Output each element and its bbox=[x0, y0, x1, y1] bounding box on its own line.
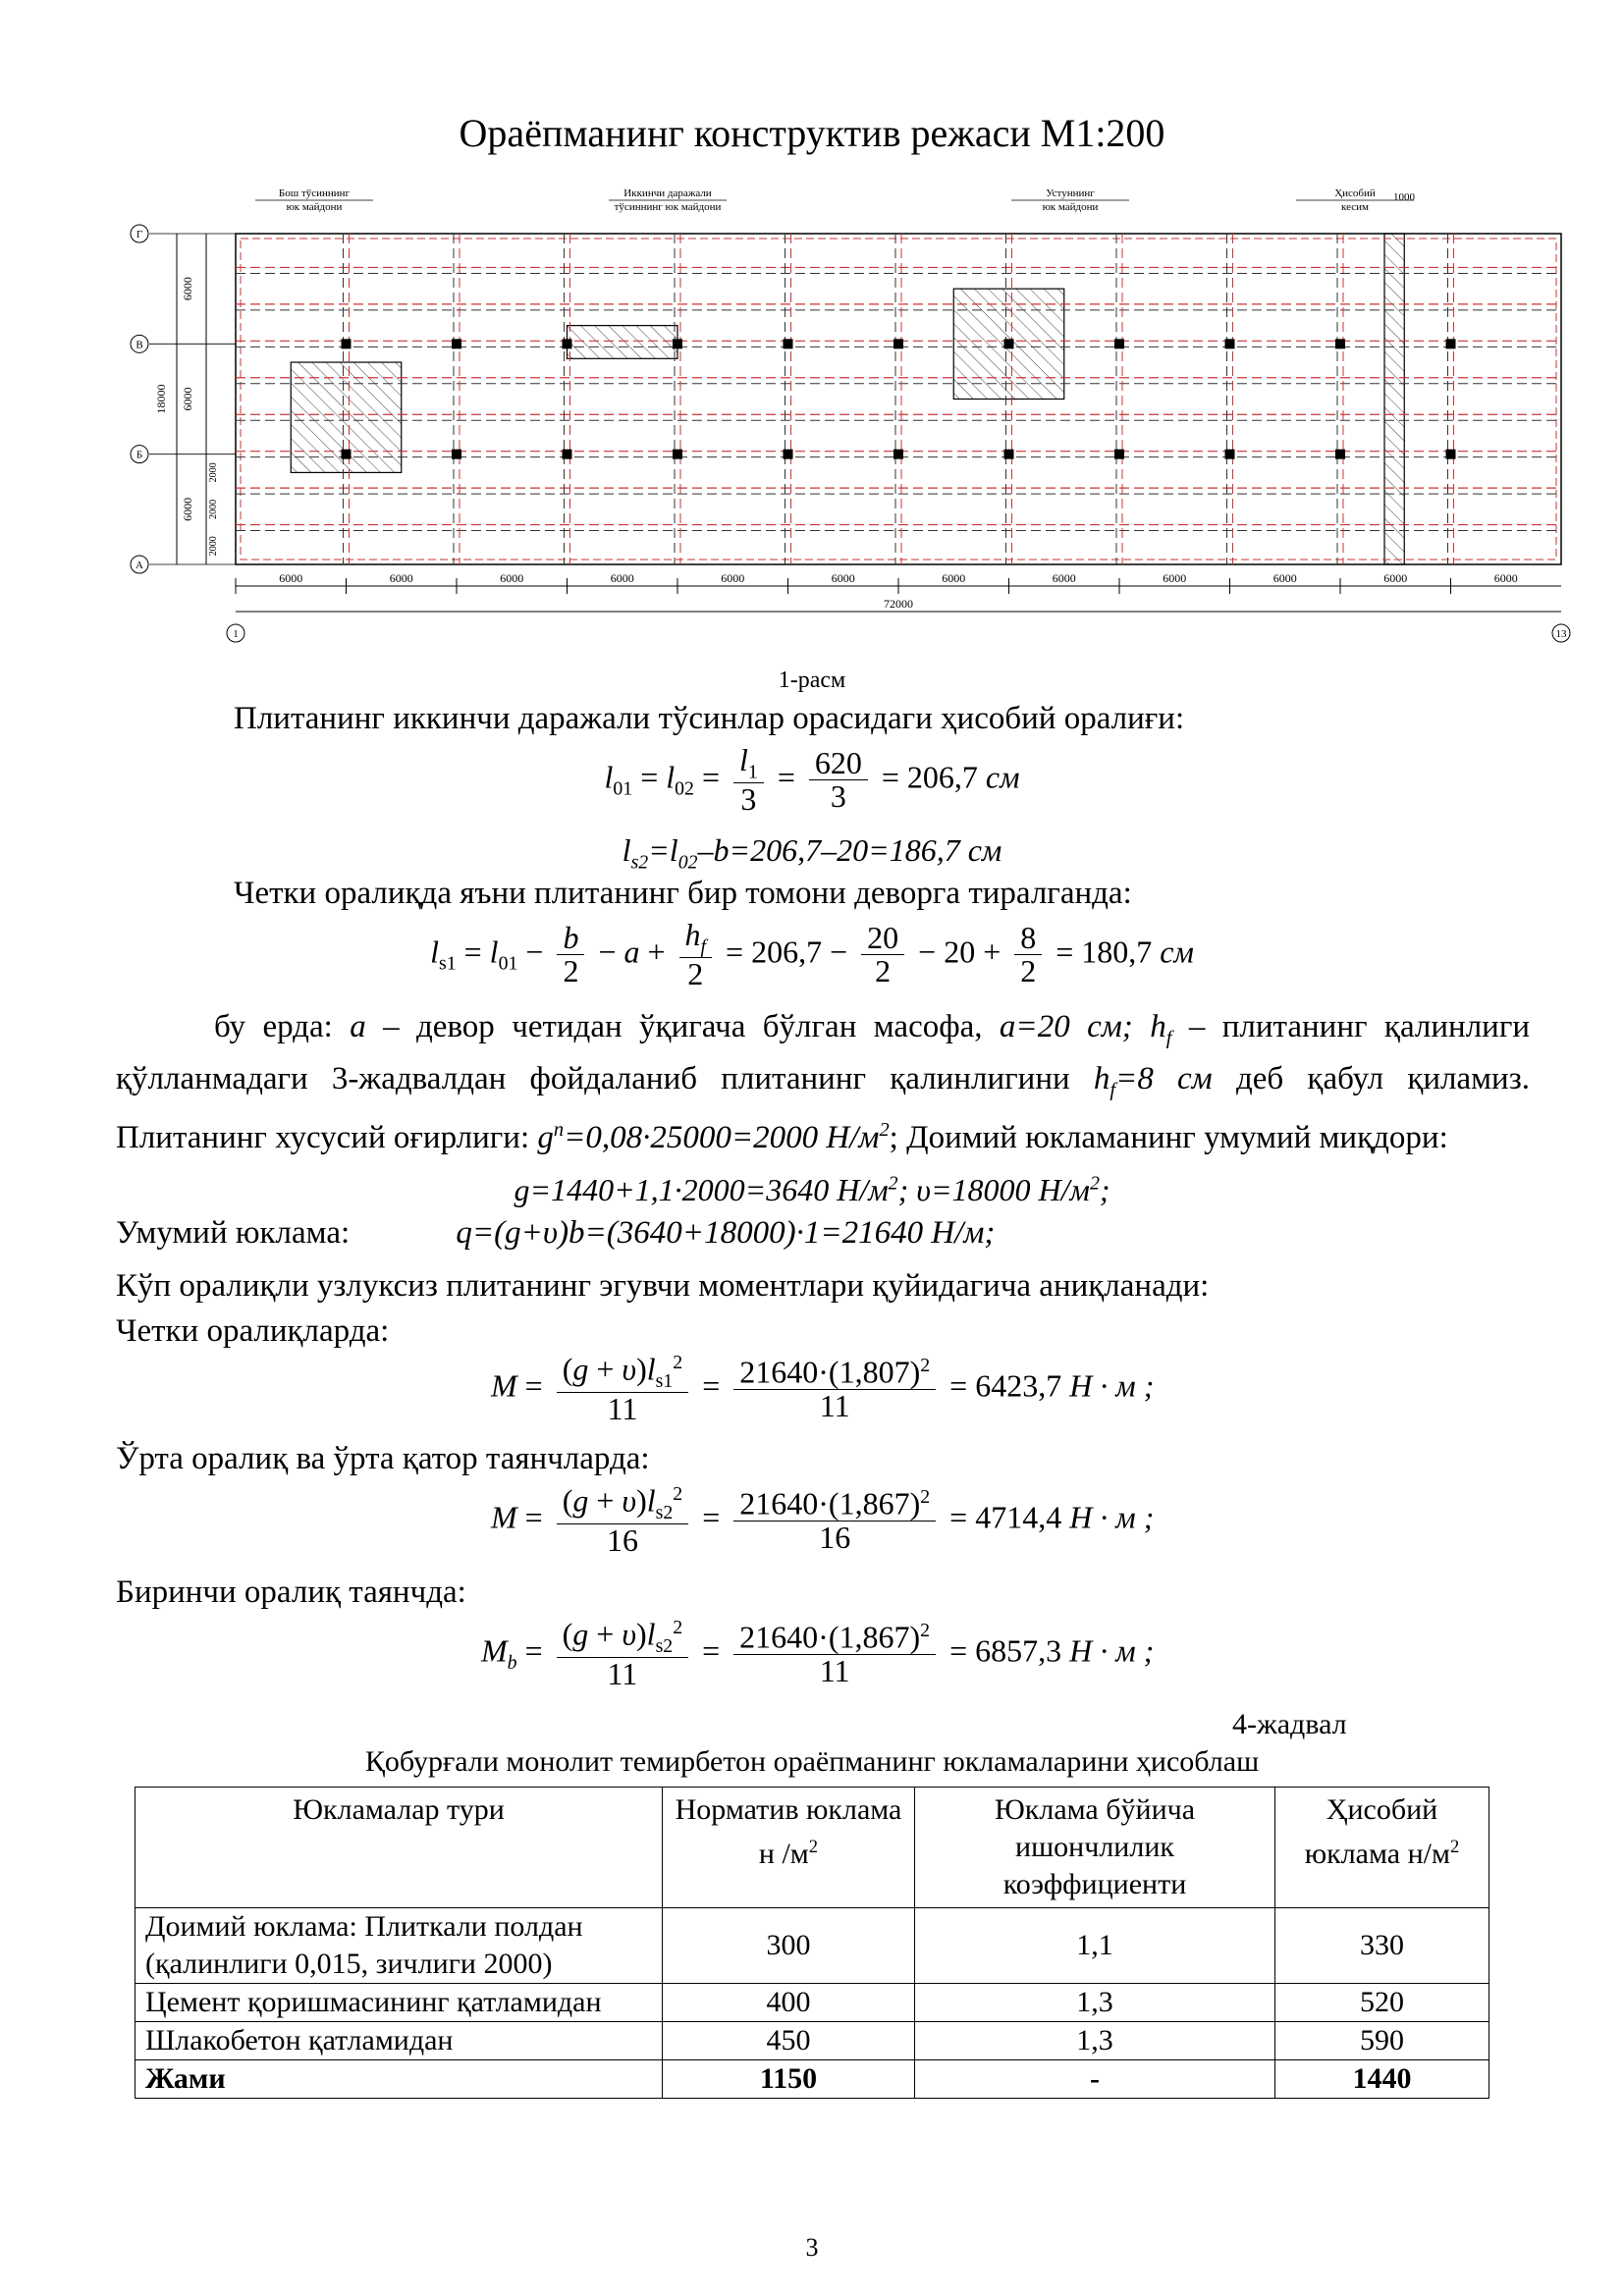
row-norm: 300 bbox=[663, 1908, 915, 1984]
bottom-span-text: 6000 bbox=[1052, 571, 1076, 585]
paragraph-total-load bbox=[116, 1213, 1530, 1254]
loads-table bbox=[135, 1787, 1489, 2099]
eq4-g: g=1440+1,1·2000=3640 Н/м bbox=[514, 1172, 889, 1207]
row-name: Цемент қоришмасининг қатламидан bbox=[135, 1984, 663, 2022]
row-coef: 1,3 bbox=[915, 1984, 1275, 2022]
table-row bbox=[135, 1908, 1489, 1984]
column-marker bbox=[1004, 339, 1014, 348]
row-calc: 590 bbox=[1275, 2022, 1489, 2060]
eq4-v: ; υ=18000 Н/м bbox=[897, 1172, 1090, 1207]
column-marker bbox=[1114, 339, 1124, 348]
m1-numerator: 21640·(1,807) bbox=[739, 1354, 921, 1390]
eq1-numerator: 620 bbox=[809, 747, 868, 781]
paragraph-first-support: Биринчи оралиқ таянчда: bbox=[116, 1575, 466, 1610]
callout-label-line2: юк майдони bbox=[286, 201, 343, 213]
bottom-span-text: 6000 bbox=[831, 571, 855, 585]
eq2-tail: =206,7–20=186,7 см bbox=[729, 832, 1002, 868]
row-norm: 450 bbox=[663, 2022, 915, 2060]
bottom-span-text: 6000 bbox=[1383, 571, 1408, 585]
column-marker bbox=[1335, 450, 1345, 459]
callout-label-line1: Устуннинг bbox=[1046, 187, 1095, 199]
axis-letter: В bbox=[135, 339, 143, 351]
p3-text-a: бу ерда: bbox=[214, 1009, 351, 1044]
table-row bbox=[135, 1984, 1489, 2022]
eq1-unit: см bbox=[985, 759, 1020, 795]
column-marker bbox=[784, 339, 793, 348]
column-marker bbox=[342, 339, 352, 348]
column-marker bbox=[1335, 339, 1345, 348]
equation-total-dead-load: g=1440+1,1·2000=3640 $Н/м^2$; υ=18000 $Н/м^2$; bbox=[514, 1172, 1110, 1207]
m1-denominator: 11 bbox=[819, 1388, 850, 1424]
secondary-beam-load-area bbox=[568, 326, 678, 359]
axis-number: 13 bbox=[1555, 628, 1567, 640]
left-dimension-text: 2000 bbox=[208, 499, 219, 519]
column-marker bbox=[342, 450, 352, 459]
bottom-total-text: 72000 bbox=[884, 597, 913, 611]
table-number: 4-жадвал bbox=[1232, 1708, 1347, 1740]
equation-ls1: $l_{s1} = l_{01}$ − $\frac{b}{2}$ − a + $\frac{h_f}{2}$ = 206,7 − $\frac{20}{2}$ − 20 + $\frac{8}{2}$ = 180,7 см bbox=[430, 917, 1194, 992]
header-calc: Ҳисобий юклама $н/м^2$ bbox=[1275, 1788, 1489, 1908]
header-load-type: Юкламалар тури bbox=[135, 1788, 663, 1908]
paragraph-definitions: бу ерда: a – девор четидан ўқигача бўлган масофа, a=20 см; $h_f$ – плитанинг қалинлиги қўлланмадаги 3-жадвалдан фойдаланиб плитанинг қалинлигини $h_f=8$ см деб қабул қиламиз. Плитанинг хусусий оғирлиги: $g^n=0,08\cdot 25000=2000$ $Н/м^2$; Доимий юкламанинг умумий миқдори: bbox=[116, 1009, 1531, 1156]
callout-label-line1: Ҳисобий bbox=[1334, 187, 1376, 199]
row-coef: 1,3 bbox=[915, 2022, 1275, 2060]
table-row bbox=[135, 2022, 1489, 2060]
m2-numerator: 21640·(1,867) bbox=[739, 1485, 921, 1522]
callout-label-line1: Иккинчи даражали bbox=[623, 187, 712, 199]
row-calc: 520 bbox=[1275, 1984, 1489, 2022]
equation-ls2: $l_{s2}=l_{02}-b=206,7-20=186,7$ см bbox=[622, 832, 1002, 874]
page-title: Ораёпманинг конструктив режаси М1:200 bbox=[459, 111, 1165, 155]
axis-letter: Б bbox=[135, 449, 143, 461]
paragraph-moments: Кўп оралиқли узлуксиз плитанинг эгувчи моментлари қуйидагича аниқланади: bbox=[116, 1268, 1210, 1304]
equation-l01: $l_{01} = l_{02}$ = $\frac{l_1}{3}$ = $\frac{620}{3}$ = 206,7 см bbox=[604, 742, 1020, 818]
axis-number: 1 bbox=[233, 628, 239, 640]
table-header-row bbox=[135, 1788, 1489, 1908]
figure-caption: 1-расм bbox=[778, 667, 846, 693]
total-load-equation: q=(g+υ)b=(3640+18000)·1=21640 Н/м; bbox=[456, 1215, 996, 1251]
paragraph-edge-span: Четки оралиқда яъни плитанинг бир томони деворга тиралганда: bbox=[234, 876, 1132, 911]
table-total-row bbox=[135, 2060, 1489, 2099]
bottom-span-text: 6000 bbox=[500, 571, 524, 585]
p3-a-value: a=20 см; bbox=[999, 1009, 1133, 1044]
column-marker bbox=[893, 450, 903, 459]
column-marker bbox=[1004, 450, 1014, 459]
m2-denominator: 16 bbox=[819, 1520, 851, 1556]
eq3-result: = 180,7 bbox=[1056, 934, 1153, 970]
column-marker bbox=[452, 339, 461, 348]
bottom-span-text: 6000 bbox=[389, 571, 413, 585]
left-dimension-text: 6000 bbox=[181, 497, 194, 521]
total-norm: 1150 bbox=[663, 2060, 915, 2099]
p3-gn-value: =0,08·25000=2000 Н/м bbox=[564, 1120, 880, 1156]
left-dimension-text: 6000 bbox=[181, 387, 194, 411]
column-marker bbox=[1114, 450, 1124, 459]
left-dimension-text: 6000 bbox=[181, 277, 194, 301]
bottom-span-text: 6000 bbox=[942, 571, 966, 585]
paragraph-span-intro: Плитанинг иккинчи даражали тўсинлар орасидаги ҳисобий оралиғи: bbox=[234, 701, 1185, 736]
column-marker bbox=[673, 339, 682, 348]
row-name: Шлакобетон қатламидан bbox=[135, 2022, 663, 2060]
eq1-denominator: 3 bbox=[830, 778, 846, 815]
m3-numerator: 21640·(1,867) bbox=[739, 1619, 921, 1655]
column-marker bbox=[563, 339, 572, 348]
paragraph-edge-spans: Четки оралиқларда: bbox=[116, 1313, 390, 1349]
plan-outline bbox=[236, 234, 1561, 564]
column-marker bbox=[893, 339, 903, 348]
eq1-result: = 206,7 bbox=[881, 759, 978, 795]
axis-letter: А bbox=[135, 560, 143, 571]
row-coef: 1,1 bbox=[915, 1908, 1275, 1984]
equation-moment-1: M = $\frac{(g + \upsilon)l_{s1}^2}{11}$ = $\frac{21640\cdot(1,807)^2}{11}$ = 6423,7 Н · м ; bbox=[491, 1351, 1155, 1426]
p3-text-i: ; Доимий юкламанинг умумий миқдори: bbox=[889, 1120, 1448, 1156]
p3-text-e: – плитанинг қалинлиги қўлланмадаги 3-жадвалдан фойдаланиб плитанинг қалинлигини bbox=[116, 1009, 1531, 1096]
m1-result: = 6423,7 bbox=[949, 1367, 1062, 1404]
row-calc: 330 bbox=[1275, 1908, 1489, 1984]
column-marker bbox=[1446, 339, 1456, 348]
m3-result: = 6857,3 bbox=[949, 1632, 1062, 1669]
bottom-span-text: 6000 bbox=[1272, 571, 1297, 585]
left-dimension-text: 2000 bbox=[208, 462, 219, 483]
bottom-span-text: 6000 bbox=[610, 571, 634, 585]
strip-width-label: 1000 bbox=[1393, 191, 1415, 203]
equation-moment-3: $M_b$ = $\frac{(g + \upsilon)l_{s2}^2}{11}$ = $\frac{21640\cdot(1,867)^2}{11}$ = 6857,3 Н · м ; bbox=[481, 1616, 1155, 1691]
m3-unit: Н · м ; bbox=[1069, 1632, 1155, 1669]
page-number: 3 bbox=[805, 2233, 819, 2262]
column-marker bbox=[673, 450, 682, 459]
header-normative-text: Норматив юклама н /м bbox=[675, 1793, 902, 1870]
column-marker bbox=[1446, 450, 1456, 459]
p3-hf-value: =8 см bbox=[1115, 1060, 1213, 1096]
bottom-span-text: 6000 bbox=[1493, 571, 1518, 585]
total-name: Жами bbox=[135, 2060, 663, 2099]
p3-text-c: – девор четидан ўқигача бўлган масофа, bbox=[365, 1009, 1000, 1044]
eq3-part2: − 20 + bbox=[918, 934, 1001, 970]
row-name: Доимий юклама: Плиткали полдан (қалинлиги 0,015, зичлиги 2000) bbox=[135, 1908, 663, 1984]
eq3-part1: = 206,7 − bbox=[726, 934, 848, 970]
column-marker bbox=[1225, 450, 1235, 459]
header-normative: Норматив юклама н $/м^2$ bbox=[663, 1788, 915, 1908]
m2-unit: Н · м ; bbox=[1069, 1499, 1155, 1535]
column-marker bbox=[563, 450, 572, 459]
bottom-span-text: 6000 bbox=[721, 571, 745, 585]
p3-text-g: деб қабул қиламиз. Плитанинг хусусий оғирлиги: bbox=[116, 1060, 1530, 1156]
bottom-span-text: 6000 bbox=[279, 571, 303, 585]
total-load-label: Умумий юклама: bbox=[116, 1215, 351, 1251]
total-coef: - bbox=[915, 2060, 1275, 2099]
callout-label-line2: тўсиннинг юк майдони bbox=[614, 201, 722, 213]
design-section-strip bbox=[1384, 234, 1404, 564]
table-caption: Қобурғали монолит темирбетон ораёпманинг юкламаларини ҳисоблаш bbox=[364, 1745, 1260, 1778]
eq3-unit: см bbox=[1160, 934, 1194, 970]
m2-result: = 4714,4 bbox=[949, 1499, 1062, 1535]
axis-letter: Г bbox=[135, 229, 143, 240]
column-marker bbox=[784, 450, 793, 459]
column-marker bbox=[1225, 339, 1235, 348]
callout-label-line2: кесим bbox=[1341, 201, 1369, 213]
structural-plan-drawing bbox=[128, 187, 1581, 658]
p3-var-a: a bbox=[350, 1009, 366, 1044]
row-norm: 400 bbox=[663, 1984, 915, 2022]
left-dimension-text: 2000 bbox=[208, 536, 219, 557]
m3-denominator: 11 bbox=[819, 1653, 850, 1689]
header-coefficient: Юклама бўйича ишончлилик коэффициенти bbox=[915, 1788, 1275, 1908]
callout-label-line2: юк майдони bbox=[1042, 201, 1099, 213]
bottom-span-text: 6000 bbox=[1163, 571, 1187, 585]
callout-label-line1: Бош тўсиннинг bbox=[278, 187, 351, 199]
total-calc: 1440 bbox=[1275, 2060, 1489, 2099]
header-calc-text: Ҳисобий юклама н/м bbox=[1304, 1793, 1450, 1870]
column-marker bbox=[452, 450, 461, 459]
m1-unit: Н · м ; bbox=[1069, 1367, 1155, 1404]
paragraph-middle-spans: Ўрта оралиқ ва ўрта қатор таянчларда: bbox=[116, 1441, 650, 1476]
left-total-dimension: 18000 bbox=[154, 384, 168, 414]
plan-inner-outline bbox=[241, 239, 1556, 560]
equation-moment-2: M = $\frac{(g + \upsilon)l_{s2}^2}{16}$ = $\frac{21640\cdot(1,867)^2}{16}$ = 4714,4 Н · м ; bbox=[491, 1482, 1155, 1558]
